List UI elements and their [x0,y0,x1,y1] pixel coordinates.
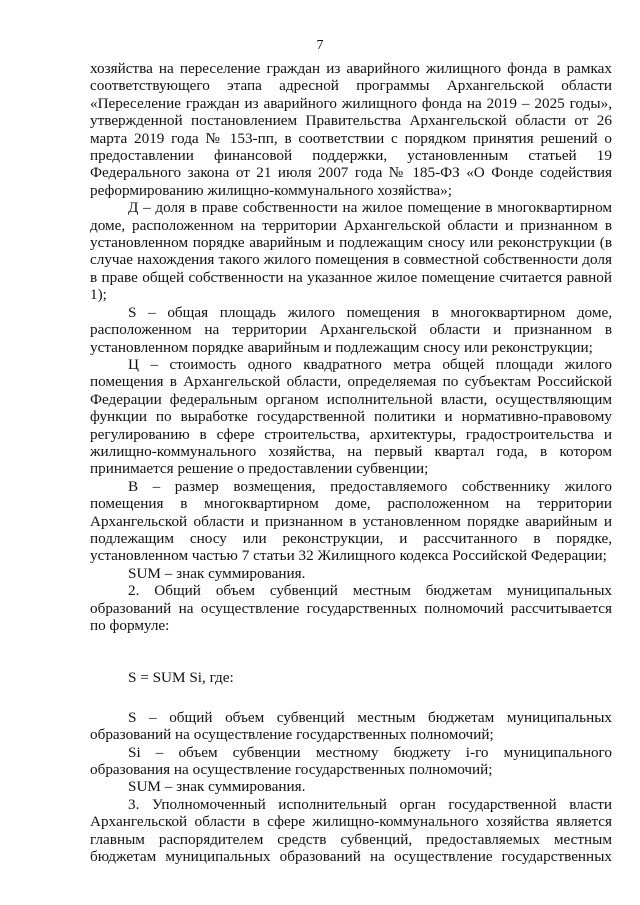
paragraph-10: SUM – знак суммирования. [128,778,306,796]
paragraph-3: S – общая площадь жилого помещения в многоквартирном доме, расположенном на территории Архангельской области и признанном в установленном порядке аварийным и подлежащим сносу или реконструкции; [90,303,612,356]
paragraph-9: Si – объем субвенции местному бюджету i-го муниципального образования на осуществление государственных полномочий; [90,743,612,779]
paragraph-2: Д – доля в праве собственности на жилое помещение в многоквартирном доме, расположенном на территории Архангельской области и признанном в установленном порядке аварийным и подлежащим сносу или реконструкции (в случае нахождения такого жилого помещения в совместной собственности доля в праве общей собственности на указанное жилое помещение считается равной 1); [90,199,612,304]
paragraph-6: SUM – знак суммирования. [128,564,306,582]
paragraph-4: Ц – стоимость одного квадратного метра общей площади жилого помещения в Архангельской области, определяемая по субъектам Российской Федерации федеральным органом исполнительной власти, осуществляющим функции по выработке государственной политики и нормативно-правовому регулированию в сфере строительства, архитектуры, градостроительства и жилищно-коммунального хозяйства, на первый квартал года, в котором принимается решение о предоставлении субвенции; [90,355,612,478]
formula-gap-bottom [90,687,612,709]
paragraph-11: 3. Уполномоченный исполнительный орган государственной власти Архангельской области в сфере жилищно-коммунального хозяйства является главным распорядителем средств субвенций, предоставляемых местным бюджетам муниципальных образований на осуществление государственных [90,795,612,866]
formula-gap-top [90,634,612,669]
paragraph-1: хозяйства на переселение граждан из аварийного жилищного фонда в рамках соответствующего этапа адресной программы Архангельской области «Переселение граждан из аварийного жилищного фонда на 2019 – 2025 годы», утвержденной постановлением Правительства Архангельской области от 26 марта 2019 года № 153-пп, в соответствии с порядком принятия решений о предоставлении финансовой поддержки, установленным статьей 19 Федерального закона от 21 июля 2007 года № 185-ФЗ «О Фонде содействия реформированию жилищно-коммунального хозяйства»; [90,60,612,199]
paragraph-7: 2. Общий объем субвенций местным бюджетам муниципальных образований на осуществление государственных полномочий рассчитывается по формуле: [90,582,612,634]
document-body [90,60,612,865]
formula: S = SUM Si, где: [128,669,234,687]
paragraph-5: В – размер возмещения, предоставляемого собственнику жилого помещения в многоквартирном доме, расположенном на территории Архангельской области и признанном в установленном порядке аварийным и подлежащим сносу или реконструкции, и рассчитанного в порядке, установленном частью 7 статьи 32 Жилищного кодекса Российской Федерации; [90,477,612,565]
paragraph-8: S – общий объем субвенций местным бюджетам муниципальных образований на осуществление государственных полномочий; [90,708,612,744]
page-number: 7 [316,38,324,53]
